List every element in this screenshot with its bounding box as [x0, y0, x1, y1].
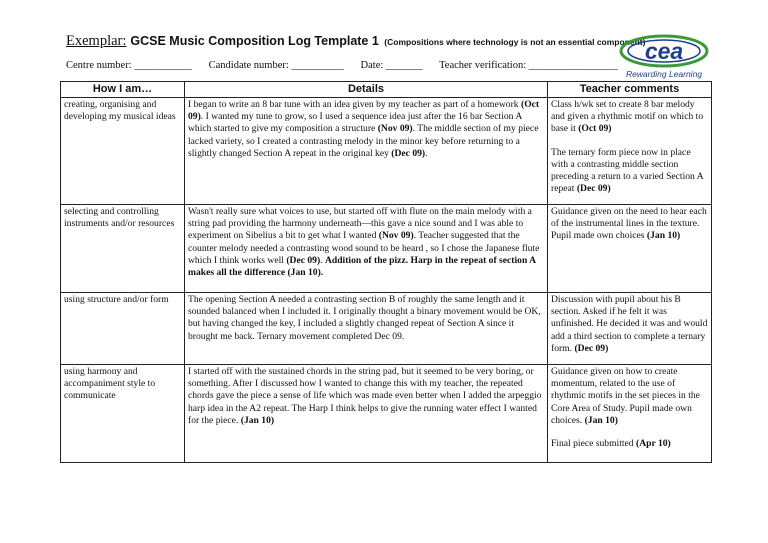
table-header-row — [61, 82, 712, 98]
bold-text-run: (Nov 09) — [377, 123, 413, 135]
bold-text-run: (Dec 09) — [576, 183, 611, 195]
teacher-verification-field: Teacher verification: _________________ — [439, 60, 618, 71]
details-cell — [185, 365, 548, 463]
comment-paragraph — [551, 366, 708, 427]
document-title — [66, 33, 645, 50]
bold-text-run: (Apr 10) — [636, 438, 671, 450]
bold-text-run: (Oct 09) — [578, 123, 612, 135]
area-cell: creating, organising and developing my musical ideas — [61, 98, 185, 205]
table-row — [61, 205, 712, 293]
comment-paragraph — [551, 147, 708, 196]
title-subtitle: (Compositions where technology is not an essential component) — [384, 37, 646, 47]
bold-text-run: (Dec 09) — [574, 342, 609, 354]
comment-paragraph — [551, 206, 708, 243]
text-run: I started off with the sustained chords in the string pad, but it seemed to be very boring, or something. After I discussed how I wanted to change this with my teacher, the repeated chords gave the piece a sense of life which was made even better when I added the arpeggio harp idea in the A2 repeat. The Harp I think helps to give the running water effect I wanted for the piece. — [188, 366, 542, 426]
comment-paragraph — [551, 438, 708, 450]
cea-logo — [618, 33, 710, 81]
logo-tagline: Rewarding Learning — [625, 69, 703, 79]
text-run: Wasn't really sure what voices to use, but started off with flute on the main melody with a string pad providing the harmony underneath—this gave a nice sound and I was able to experiment on Sibelius a bit to get what I wanted — [188, 206, 532, 242]
composition-log-table — [60, 81, 712, 463]
bold-text-run: (Oct 09) — [188, 99, 540, 123]
bold-text-run: (Dec 09) — [286, 254, 321, 266]
title-text: GCSE Music Composition Log Template 1 — [130, 34, 379, 48]
bold-text-run: Addition of the pizz. Harp in the repeat of section A makes all the difference (Jan 10). — [188, 254, 536, 279]
text-run: The opening Section A needed a contrasting section B of roughly the same length and it sounded balanced when I included it. I originally thought a binary movement would be OK, but having changed the key, I included a slightly changed repeat of Section A since it brought me back. Ternary movement completed Dec 09. — [188, 294, 541, 342]
centre-number-field: Centre number: ___________ — [66, 60, 192, 71]
area-cell: using structure and/or form — [61, 293, 185, 365]
bold-text-run: (Dec 09) — [391, 147, 426, 159]
details-cell — [185, 98, 548, 205]
column-header-how: How I am… — [61, 82, 185, 98]
comments-cell — [548, 293, 712, 365]
bold-text-run: (Jan 10) — [646, 230, 681, 242]
text-run: Guidance given on how to create momentum, related to the use of rhythmic motifs in the set pieces in the Core Area of Study. Pupil made own choices. — [551, 366, 700, 426]
area-cell: using harmony and accompaniment style to communicate — [61, 365, 185, 463]
form-fields-line — [66, 60, 632, 71]
comments-cell — [548, 205, 712, 293]
text-run: . Teacher suggested that the counter melody needed a contrasting wood sound to be heard , so I chose the Japanese flute which I think works well — [188, 230, 540, 266]
exemplar-label: Exemplar: — [66, 33, 127, 49]
table-row — [61, 365, 712, 463]
text-run: Guidance given on the need to hear each of the instrumental lines in the texture. Pupil made own choices — [551, 206, 707, 242]
comment-paragraph — [551, 99, 708, 136]
candidate-number-field: Candidate number: __________ — [208, 60, 344, 71]
text-run: . The middle section of my piece lacked variety, so I created a contrasting melody in the minor key before returning to a slightly changed Section A repeat in the original key — [188, 123, 539, 159]
text-run: Discussion with pupil about his B section. Asked if he felt it was unfinished. He decided it was and would add a third section to complete a ternary form. — [551, 294, 708, 354]
text-run: Class h/wk set to create 8 bar melody and given a rhythmic motif on which to base it — [551, 99, 704, 135]
logo-wordmark: cea — [644, 38, 684, 64]
text-run: . — [320, 254, 325, 266]
text-run: I began to write an 8 bar tune with an idea given by my teacher as part of a homework — [188, 99, 521, 110]
text-run: The ternary form piece now in place with a contrasting middle section preceding a return to a varied Section A repeat — [551, 146, 704, 195]
comments-cell — [548, 365, 712, 463]
table-row — [61, 98, 712, 205]
area-cell: selecting and controlling instruments and/or resources — [61, 205, 185, 293]
column-header-comments: Teacher comments — [548, 82, 712, 98]
comments-cell — [548, 98, 712, 205]
comment-paragraph — [551, 294, 708, 355]
date-field: Date: _______ — [360, 60, 423, 71]
bold-text-run: (Jan 10) — [240, 414, 275, 426]
column-header-details: Details — [185, 82, 548, 98]
details-cell — [185, 293, 548, 365]
text-run: . — [425, 147, 428, 159]
details-cell — [185, 205, 548, 293]
table-row — [61, 293, 712, 365]
bold-text-run: (Nov 09) — [378, 230, 414, 242]
text-run: . I wanted my tune to grow, so I used a sequence idea just after the 16 bar Section A which started to give my composition a structure — [188, 111, 522, 135]
text-run: Final piece submitted — [551, 438, 636, 450]
bold-text-run: (Jan 10) — [584, 414, 618, 426]
